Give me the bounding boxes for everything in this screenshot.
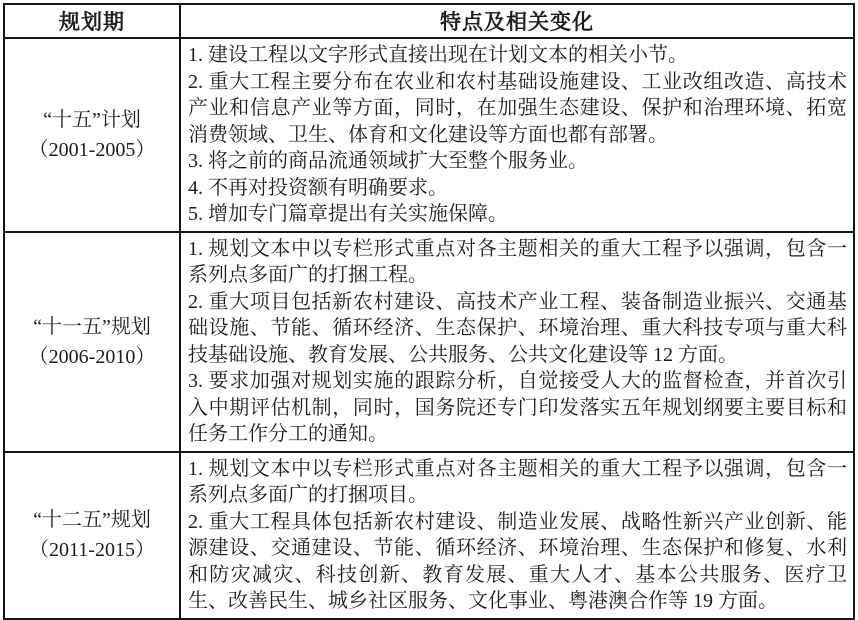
period-years: （2011-2015） bbox=[29, 539, 155, 561]
planning-periods-table bbox=[3, 3, 855, 620]
feature-item: 3. 将之前的商品流通领域扩大至整个服务业。 bbox=[188, 150, 588, 172]
period-cell bbox=[4, 452, 180, 619]
features-cell bbox=[180, 452, 854, 619]
header-cell-period: 规划期 bbox=[4, 4, 180, 38]
header-cell-features: 特点及相关变化 bbox=[180, 4, 854, 38]
table-row-10th-plan bbox=[4, 38, 854, 232]
feature-item: 2. 重大项目包括新农村建设、高技术产业工程、装备制造业振兴、交通基础设施、节能、循环经济、生态保护、环境治理、重大科技专项与重大科技基础设施、教育发展、公共服务、公共文化建设等 12 方面。 bbox=[188, 290, 847, 366]
table-row-11th-plan bbox=[4, 232, 854, 452]
period-years: （2006-2010） bbox=[28, 345, 156, 368]
feature-item: 4. 不再对投资额有明确要求。 bbox=[188, 176, 448, 199]
feature-item: 1. 规划文本中以专栏形式重点对各主题相关的重大工程予以强调，包含一系列点多面广的打捆项目。 bbox=[188, 457, 847, 506]
period-name: “十五”计划 bbox=[43, 108, 141, 131]
feature-item: 1. 建设工程以文字形式直接出现在计划文本的相关小节。 bbox=[188, 44, 688, 66]
feature-item: 3. 要求加强对规划实施的跟踪分析，自觉接受人大的监督检查，并首次引入中期评估机制，同时，国务院还专门印发落实五年规划纲要主要目标和任务工作分工的通知。 bbox=[188, 370, 847, 445]
table-row-12th-plan bbox=[4, 452, 854, 619]
period-cell bbox=[4, 38, 180, 232]
period-name: “十二五”规划 bbox=[33, 509, 151, 531]
period-years: （2001-2005） bbox=[28, 138, 156, 161]
features-cell bbox=[180, 38, 854, 232]
period-cell bbox=[4, 232, 180, 452]
header-row bbox=[4, 4, 854, 38]
features-cell bbox=[180, 232, 854, 452]
period-name: “十一五”规划 bbox=[33, 315, 151, 338]
feature-item: 1. 规划文本中以专栏形式重点对各主题相关的重大工程予以强调，包含一系列点多面广的打捆工程。 bbox=[188, 237, 847, 286]
feature-item: 5. 增加专门篇章提出有关实施保障。 bbox=[188, 203, 508, 225]
feature-item: 2. 重大工程具体包括新农村建设、制造业发展、战略性新兴产业创新、能源建设、交通建设、节能、循环经济、环境治理、生态保护和修复、水利和防灾减灾、科技创新、教育发展、重大人才、基本公共服务、医疗卫生、改善民生、城乡社区服务、文化事业、粤港澳合作等 19 方面。 bbox=[188, 510, 847, 612]
feature-item: 2. 重大工程主要分布在农业和农村基础设施建设、工业改组改造、高技术产业和信息产业等方面，同时，在加强生态建设、保护和治理环境、拓宽消费领域、卫生、体育和文化建设等方面也都有部署。 bbox=[188, 70, 847, 146]
